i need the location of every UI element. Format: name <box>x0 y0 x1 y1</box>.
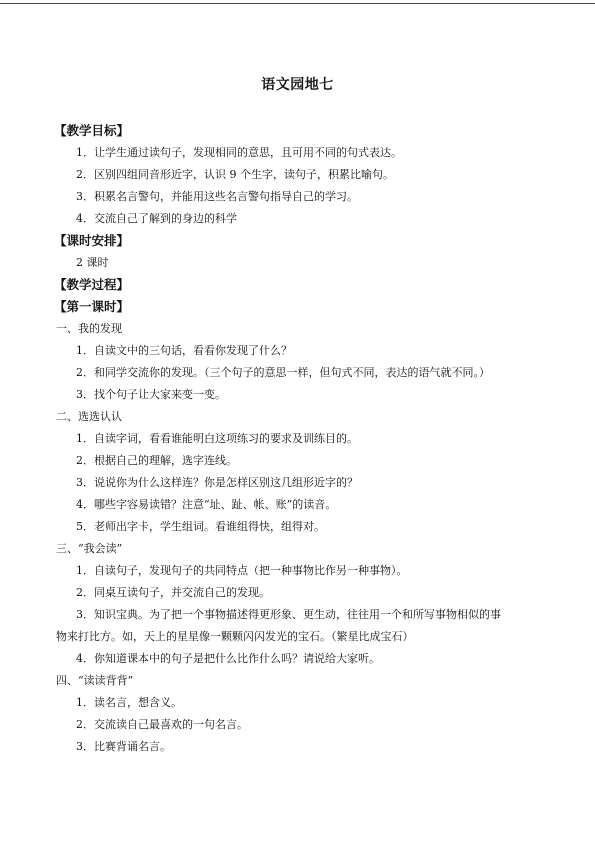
list-item: 2．区别四组同音形近字，认识 9 个生字，读句子，积累比喻句。 <box>76 168 394 181</box>
heading-teaching-goals: 【教学目标】 <box>54 123 130 138</box>
top-rule <box>0 3 595 4</box>
heading-schedule: 【课时安排】 <box>54 233 130 248</box>
list-item: 1．自读文中的三句话，看看你发现了什么？ <box>76 344 292 357</box>
list-item: 1．读名言，想含义。 <box>76 696 182 709</box>
list-item: 1．让学生通过读句子，发现相同的意思，且可用不同的句式表达。 <box>76 146 402 159</box>
list-item: 2．同桌互读句子，并交流自己的发现。 <box>76 586 270 599</box>
list-item: 2．交流读自己最喜欢的一句名言。 <box>76 718 248 731</box>
list-item: 3．说说你为什么这样连？你是怎样区别这几组形近字的？ <box>76 476 358 489</box>
document-body <box>56 120 556 758</box>
section-my-discovery: 一、我的发现 <box>56 322 122 335</box>
list-item-continuation: 物来打比方。如，天上的星星像一颗颗闪闪发光的宝石。（繁星比成宝石） <box>56 630 414 643</box>
section-i-can-read: 三、“我会读” <box>56 542 123 555</box>
list-item: 4．你知道课本中的句子是把什么比作什么吗？请说给大家听。 <box>76 652 380 665</box>
list-item: 5．老师出字卡，学生组词。看谁组得快，组得对。 <box>76 520 325 533</box>
heading-first-lesson: 【第一课时】 <box>54 299 130 314</box>
section-read-recite: 四、“读读背背” <box>56 674 134 687</box>
heading-teaching-process: 【教学过程】 <box>54 277 130 292</box>
list-item: 4．交流自己了解到的身边的科学 <box>76 212 237 225</box>
list-item: 2．和同学交流你的发现。（三个句子的意思一样，但句式不同，表达的语气就不同。） <box>76 366 490 379</box>
list-item: 3．知识宝典。为了把一个事物描述得更形象、更生动，往往用一个和所写事物相似的事 <box>76 608 501 621</box>
list-item: 4．哪些字容易读错？注意“址、趾、帐、账”的读音。 <box>76 498 337 511</box>
list-item: 3．积累名言警句，并能用这些名言警句指导自己的学习。 <box>76 190 358 203</box>
list-item: 2 课时 <box>76 256 109 269</box>
list-item: 3．找个句子让大家来变一变。 <box>76 388 226 401</box>
list-item: 3．比赛背诵名言。 <box>76 740 171 753</box>
section-select-recognize: 二、选选认认 <box>56 410 122 423</box>
page-title: 语文园地七 <box>261 77 334 93</box>
list-item: 2．根据自己的理解，选字连线。 <box>76 454 237 467</box>
list-item: 1．自读句子，发现句子的共同特点（把一种事物比作另一种事物）。 <box>76 564 408 577</box>
list-item: 1．自读字词，看看谁能明白这项练习的要求及训练目的。 <box>76 432 358 445</box>
